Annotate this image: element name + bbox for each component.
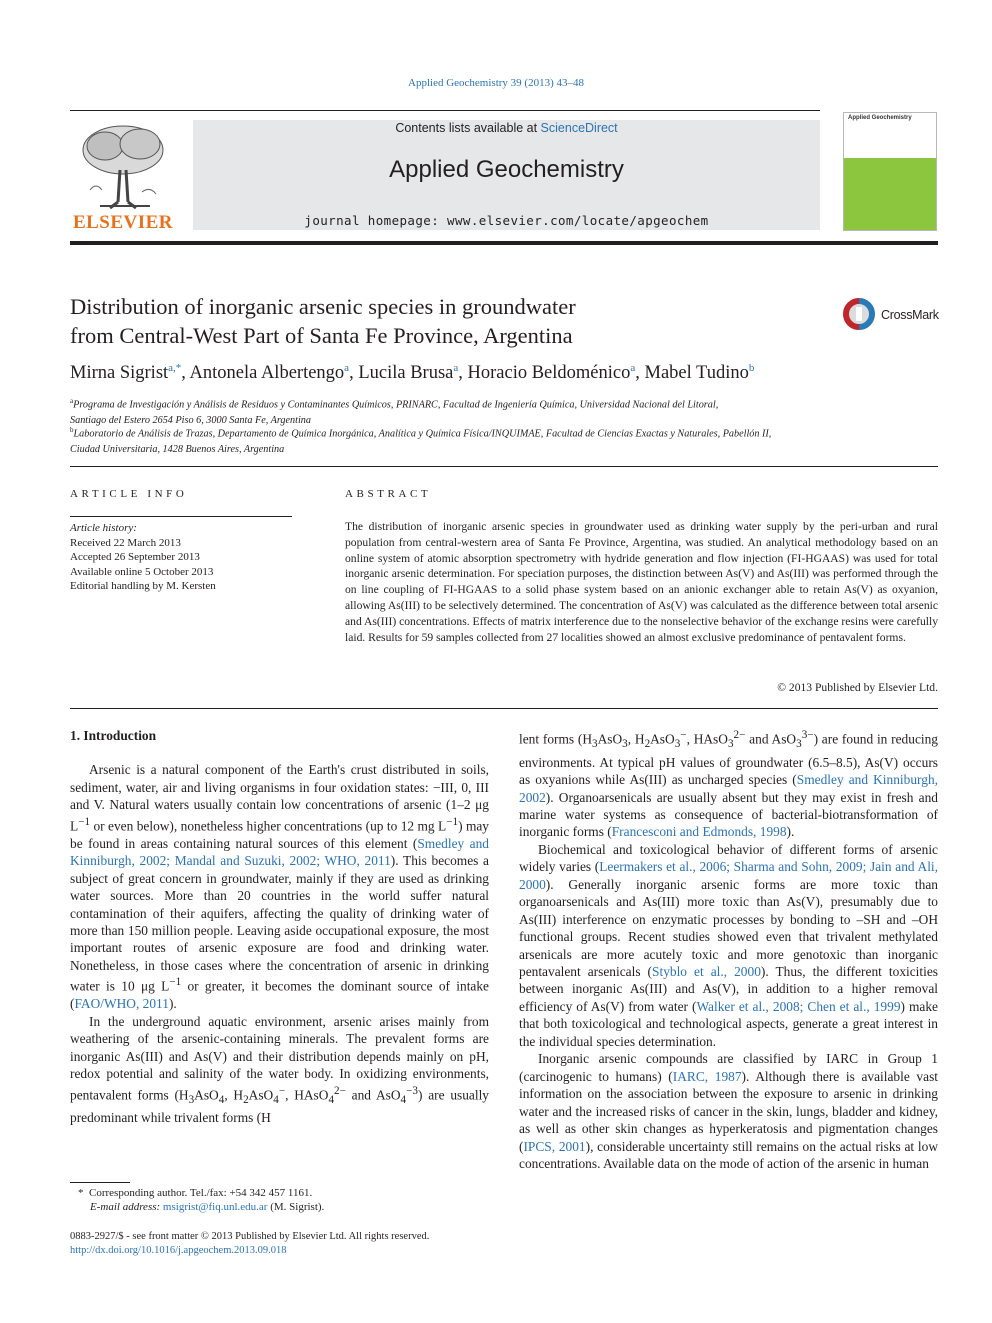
reference-link[interactable]: Smedley and Kinniburgh, 2002; Mandal and Suzuki, 2002; WHO, 2011 bbox=[70, 835, 489, 869]
paragraph: Inorganic arsenic compounds are classified by IARC in Group 1 (carcinogenic to humans) (IARC, 1987). Although there is available vast information on the association between the exposure to arsenic in drinking water and the increased risks of cancer in the skin, lungs, bladder and kidney, as well as other skin changes as hyperkeratosis and pigmentation changes (IPCS, 2001), considerable uncertainty still remains on the actual risks at low concentrations. Available data on the mode of action of the arsenic in human bbox=[519, 1051, 938, 1172]
affiliation-b bbox=[70, 422, 910, 458]
history-label: Article history: bbox=[70, 522, 137, 534]
email-link[interactable]: msigrist@fiq.unl.edu.ar bbox=[162, 1201, 268, 1213]
paragraph: Arsenic is a natural component of the Earth's crust distributed in soils, sediment, water, air and living organisms in four oxidation states: −III, 0, III and V. Natural waters usually contain low concentrations of arsenic (1–2 μg $L^{-1}$ or even below), nonetheless higher concentrations (up to 12 mg $L^{-1}$) may be found in areas containing natural sources of this element (Smedley and Kinniburgh, 2002; Mandal and Suzuki, 2002; WHO, 2011). This becomes a subject of great concern in groundwater, mainly if they are used as drinking water sources. More than 20 countries in the world suffer natural contamination of their aquifers, affecting the quality of drinking water of more than 150 million people. Leaving aside occupational exposure, the most important routes of arsenic exposure are food and drinking water. Nonetheless, in those cases where the concentration of arsenic in drinking water is 10 μg $L^{-1}$ or greater, it becomes the dominant source of intake (FAO/WHO, 2011). bbox=[70, 762, 489, 1012]
article-info-heading: ARTICLE INFO bbox=[70, 488, 188, 500]
reference-link[interactable]: FAO/WHO, 2011 bbox=[74, 996, 169, 1012]
reference-link[interactable]: IARC, 1987 bbox=[672, 1068, 742, 1084]
article-history bbox=[70, 521, 292, 594]
history-accepted: Accepted 26 September 2013 bbox=[70, 551, 200, 564]
paragraph: In the underground aquatic environment, arsenic arises mainly from weathering of the arsenic-containing minerals. The prevalent forms are inorganic As(III) and As(V) and their distribution depends mainly on pH, redox potential and salinity of the water body. In oxidizing environments, pentavalent forms ($H_3AsO_4$, $H_2AsO_4^-$, HAsO$_4^{2-}$ and AsO$_4^{-3}$) are usually predominant while trivalent forms (H bbox=[70, 1013, 489, 1126]
contents-prefix: Contents lists available at bbox=[395, 121, 541, 135]
header-rule bbox=[70, 110, 820, 111]
reference-link[interactable]: Styblo et al., 2000 bbox=[652, 964, 761, 980]
affiliation-rule bbox=[70, 466, 938, 467]
author-separator: , bbox=[181, 363, 190, 384]
author-affiliation-mark[interactable]: a bbox=[344, 362, 350, 374]
crossmark-label[interactable]: CrossMark bbox=[881, 308, 939, 322]
author-name[interactable]: Mabel Tudino bbox=[644, 363, 749, 384]
email-label: E-mail address: bbox=[90, 1201, 161, 1213]
reference-link[interactable]: Smedley and Kinniburgh, 2002 bbox=[519, 772, 938, 805]
tree-icon bbox=[70, 120, 176, 212]
publisher-logo-text: ELSEVIER bbox=[72, 212, 174, 233]
author-list bbox=[70, 362, 950, 384]
doi-anchor[interactable]: http://dx.doi.org/10.1016/j.apgeochem.2013.09.018 bbox=[70, 1245, 287, 1256]
crossmark-icon[interactable] bbox=[843, 298, 875, 330]
author-affiliation-mark[interactable]: a bbox=[630, 362, 636, 374]
author-separator: , bbox=[635, 363, 645, 384]
corresponding-author-note bbox=[78, 1186, 488, 1214]
journal-name: Applied Geochemistry bbox=[389, 156, 624, 183]
cover-title: Applied Geochemistry bbox=[848, 115, 912, 121]
author-name[interactable]: Horacio Beldoménico bbox=[467, 363, 631, 384]
paragraph: Biochemical and toxicological behavior of different forms of arsenic widely varies (Leermakers et al., 2006; Sharma and Sohn, 2009; Jain and Ali, 2000). Generally inorganic arsenic forms are more toxic than organoarsenicals and As(III) more toxic than As(V), presumably due to As(III) interference on enzymatic processes by bonding to –SH and –OH functional groups. Recent studies showed even that trivalent methylated arsenicals are more acutely toxic and more genotoxic than inorganic pentavalent arsenicals (Styblo et al., 2000). Thus, the different toxicities between inorganic As(III) and As(V), in addition to a higher removal efficiency of As(V) from water (Walker et al., 2008; Chen et al., 1999) make that both toxicological and technological aspects, generate a great interest in the individual species determination. bbox=[519, 841, 939, 1049]
title-line-1: Distribution of inorganic arsenic species in groundwater bbox=[70, 294, 576, 319]
affiliation-line: Laboratorio de Análisis de Trazas, Departamento de Química Inorgánica, Analítica y Química Física/INQUIMAE, Facultad de Ciencias Exactas y Naturales, Pabellón II, bbox=[73, 428, 772, 440]
sciencedirect-link[interactable]: ScienceDirect bbox=[540, 121, 618, 135]
history-received: Received 22 March 2013 bbox=[70, 536, 181, 549]
footnote-rule bbox=[70, 1182, 130, 1183]
reference-link[interactable]: IPCS, 2001 bbox=[523, 1138, 586, 1154]
left-column bbox=[70, 727, 489, 1127]
abstract-copyright: © 2013 Published by Elsevier Ltd. bbox=[777, 681, 938, 694]
right-column bbox=[519, 727, 938, 1172]
crossmark-badge-icon bbox=[843, 298, 875, 330]
author-separator: , bbox=[349, 363, 359, 384]
article-title bbox=[70, 292, 790, 350]
author-affiliation-mark[interactable]: a bbox=[453, 362, 459, 374]
title-line-2: from Central-West Part of Santa Fe Province, Argentina bbox=[70, 323, 573, 348]
contents-line bbox=[193, 121, 820, 135]
doi-link[interactable] bbox=[70, 1244, 287, 1258]
header-thick-rule bbox=[70, 241, 938, 245]
paragraph: lent forms ($H_3AsO_3$, $H_2AsO_3^-$, HAsO$_3^{2-}$ and AsO$_3^{3-}$) are found in reducing environments. At typical pH values of groundwater (6.5–8.5), As(V) occurs as oxyanions while As(III) as uncharged species (Smedley and Kinniburgh, 2002). Organoarsenicals are usually absent but they may exist in fresh and marine water systems as consequence of bacterial-biotransformation of inorganic forms (Francesconi and Edmonds, 1998). bbox=[519, 729, 939, 840]
reference-link[interactable]: Walker et al., 2008; Chen et al., 1999 bbox=[696, 998, 901, 1014]
affiliation-line: Santiago del Estero 2654 Piso 6, 3000 Santa Fe, Argentina bbox=[70, 415, 311, 427]
issn-line: 0883-2927/$ - see front matter © 2013 Published by Elsevier Ltd. All rights reserved. bbox=[70, 1231, 430, 1242]
abstract-text: The distribution of inorganic arsenic species in groundwater used as drinking water supply by the peri-urban and rural population from central-western area of Santa Fe Province, Argentina, was studied. An analytical methodology based on an online system of atomic absorption spectrometry with hydride generation and flow injection (FI-HGAAS) was used for total inorganic arsenic determination. For speciation purposes, the distinction between As(V) and As(III) was performed through the on line coupling of FI-HGAAS to a solid phase system based on an anionic exchanger able to retain As(V) as oxyanion, allowing As(III) to be selectively determined. The concentration of As(V) was calculated as the difference between total arsenic and As(III) concentrations. Effects of matrix interference due to the nonselective behavior of the exchange resins were carefully laid. Results for 59 samples collected from 27 localities showed an almost exclusive predominance of pentavalent forms. bbox=[345, 520, 938, 644]
history-editor: Editorial handling by M. Kersten bbox=[70, 580, 216, 593]
author-name[interactable]: Antonela Albertengo bbox=[189, 363, 345, 384]
reference-link[interactable]: Leermakers et al., 2006; Sharma and Sohn, 2009; Jain and Ali, 2000 bbox=[519, 859, 938, 892]
history-online: Available online 5 October 2013 bbox=[70, 565, 214, 578]
affiliation-mark: b bbox=[70, 426, 74, 434]
footnote-mark: * bbox=[78, 1187, 84, 1199]
journal-homepage[interactable]: journal homepage: www.elsevier.com/locate/apgeochem bbox=[304, 213, 709, 228]
footnote-text: Corresponding author. Tel./fax: +54 342 457 1161. bbox=[89, 1187, 313, 1199]
section-heading: 1. Introduction bbox=[70, 728, 157, 743]
article-info-rule bbox=[70, 516, 292, 517]
affiliation-line: Programa de Investigación y Análisis de Residuos y Contaminantes Químicos, PRINARC, Facultad de Ingeniería Química, Universidad Nacional del Litoral, bbox=[73, 399, 719, 411]
affiliation-line: Ciudad Universitaria, 1428 Buenos Aires, Argentina bbox=[70, 444, 285, 456]
affiliation-mark: a bbox=[70, 397, 74, 405]
author-affiliation-mark[interactable]: b bbox=[748, 362, 755, 374]
author-separator: , bbox=[458, 363, 468, 384]
journal-citation[interactable]: Applied Geochemistry 39 (2013) 43–48 bbox=[408, 77, 584, 89]
abstract-heading: ABSTRACT bbox=[345, 488, 432, 500]
abstract-rule bbox=[70, 708, 938, 709]
author-affiliation-mark[interactable]: a,* bbox=[168, 362, 182, 374]
email-suffix: (M. Sigrist). bbox=[267, 1201, 325, 1213]
reference-link[interactable]: Francesconi and Edmonds, 1998 bbox=[611, 824, 787, 840]
author-name[interactable]: Lucila Brusa bbox=[358, 363, 454, 384]
author-name[interactable]: Mirna Sigrist bbox=[70, 363, 169, 384]
